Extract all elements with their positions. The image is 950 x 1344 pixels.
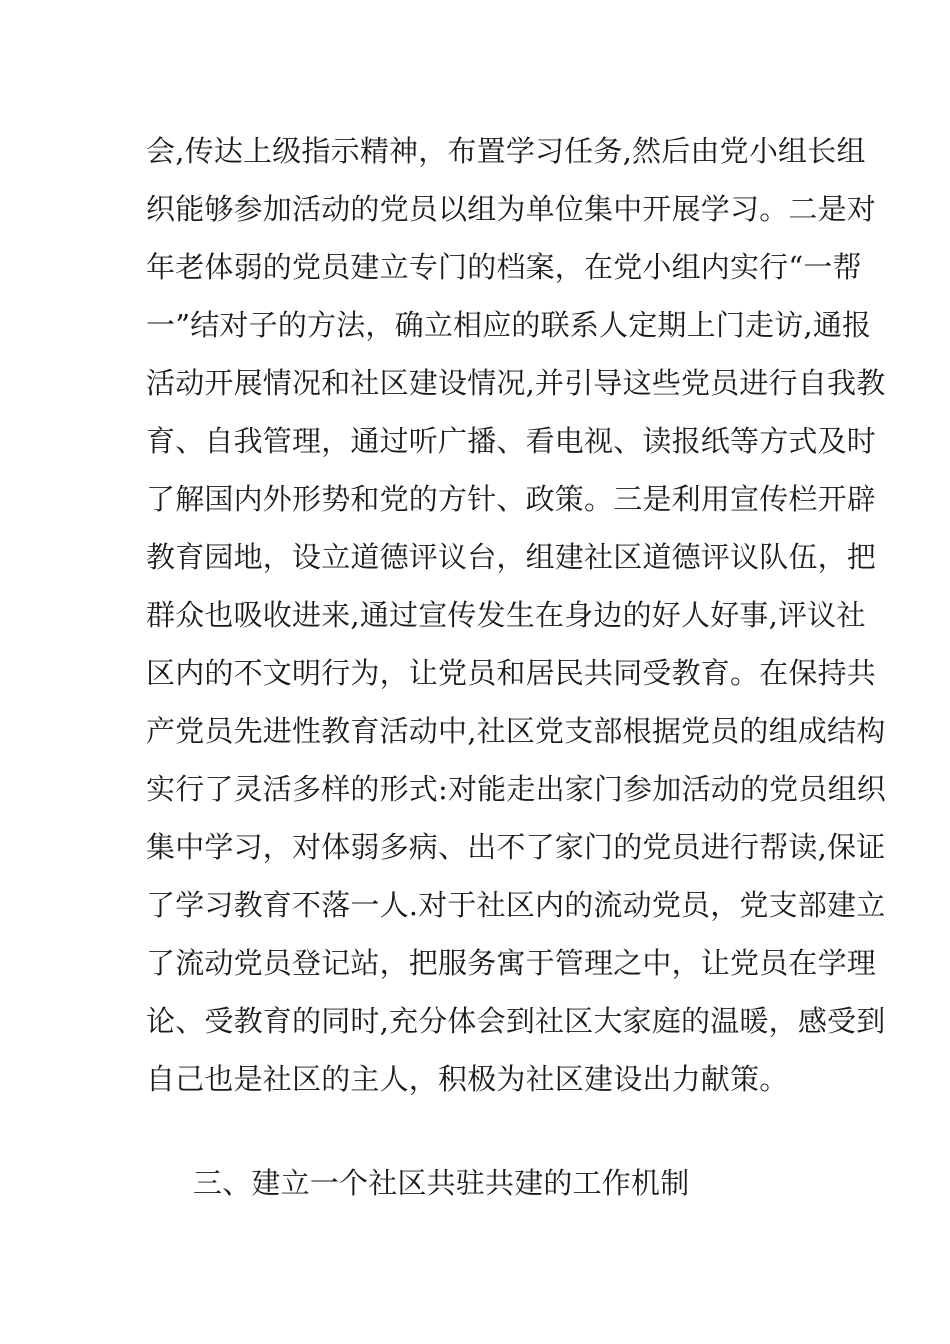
body-paragraph	[146, 122, 886, 1108]
section-heading: 三、建立一个社区共驻共建的工作机制	[193, 1166, 690, 1200]
paragraph-line: 自己也是社区的主人，积极为社区建设出力献策。	[146, 1062, 789, 1096]
paragraph-line: 教育园地，设立道德评议台，组建社区道德评议队伍，把	[146, 540, 877, 574]
paragraph-line: 育、自我管理，通过听广播、看电视、读报纸等方式及时	[146, 424, 877, 458]
paragraph-line: 会,传达上级指示精神，布置学习任务,然后由党小组长组	[146, 134, 866, 168]
paragraph-line: 产党员先进性教育活动中,社区党支部根据党员的组成结构	[146, 714, 886, 748]
paragraph-line: 了流动党员登记站，把服务寓于管理之中，让党员在学理	[146, 946, 877, 980]
paragraph-line: 年老体弱的党员建立专门的档案，在党小组内实行“一帮	[146, 250, 862, 284]
paragraph-line: 论、受教育的同时,充分体会到社区大家庭的温暖，感受到	[146, 1004, 886, 1038]
paragraph-line: 了学习教育不落一人.对于社区内的流动党员，党支部建立	[146, 888, 886, 922]
paragraph-line: 集中学习，对体弱多病、出不了家门的党员进行帮读,保证	[146, 830, 886, 864]
paragraph-line: 织能够参加活动的党员以组为单位集中开展学习。二是对	[146, 192, 877, 226]
paragraph-line: 了解国内外形势和党的方针、政策。三是利用宣传栏开辟	[146, 482, 877, 516]
paragraph-line: 实行了灵活多样的形式:对能走出家门参加活动的党员组织	[146, 772, 886, 806]
paragraph-line: 一”结对子的方法，确立相应的联系人定期上门走访,通报	[146, 308, 872, 342]
paragraph-line: 活动开展情况和社区建设情况,并引导这些党员进行自我教	[146, 366, 886, 400]
paragraph-line: 区内的不文明行为，让党员和居民共同受教育。在保持共	[146, 656, 877, 690]
paragraph-line: 群众也吸收进来,通过宣传发生在身边的好人好事,评议社	[146, 598, 866, 632]
